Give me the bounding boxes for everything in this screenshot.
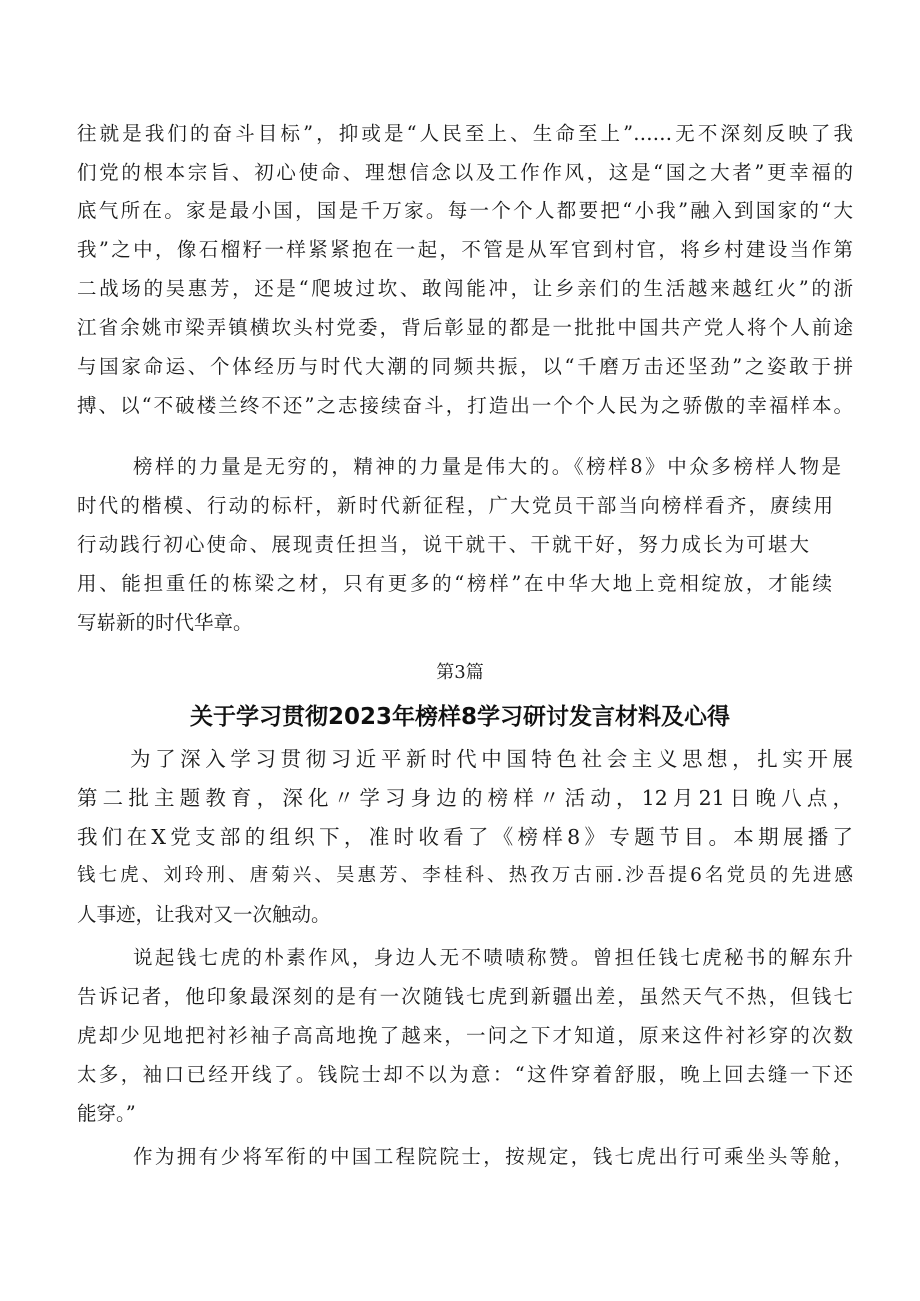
text-line: 虎却少见地把衬衫袖子高高地挽了越来，一问之下才知道，原来这件衬衫穿的次数 <box>77 1024 853 1047</box>
text-line: 说起钱七虎的朴素作风，身边人无不啧啧称赞。曾担任钱七虎秘书的解东升 <box>133 946 853 969</box>
text-line: 时代的楷模、行动的标杆，新时代新征程，广大党员干部当向榜样看齐，赓续用 <box>77 494 833 517</box>
text-line: 往就是我们的奋斗目标”，抑或是“人民至上、生命至上”……无不深刻反映了我 <box>77 122 853 145</box>
text-line: 底气所在。家是最小国，国是千万家。每一个个人都要把“小我”融入到国家的“大 <box>77 199 853 222</box>
text-line: 们党的根本宗旨、初心使命、理想信念以及工作作风，这是“国之大者”更幸福的 <box>77 161 853 184</box>
text-line: 写崭新的时代华章。 <box>77 611 253 634</box>
text-line: 搏、以“不破楼兰终不还”之志接续奋斗，打造出一个个人民为之骄傲的幸福样本。 <box>77 394 853 417</box>
text-line: 作为拥有少将军衔的中国工程院院士，按规定，钱七虎出行可乘坐头等舱， <box>133 1145 853 1168</box>
text-line: 与国家命运、个体经历与时代大潮的同频共振，以“千磨万击还坚劲”之姿敢于拼 <box>77 355 853 378</box>
text-line: 太多，袖口已经开线了。钱院士却不以为意：“这件穿着舒服，晚上回去缝一下还 <box>77 1063 853 1086</box>
text-line: 行动践行初心使命、展现责任担当，说干就干、干就干好，努力成长为可堪大 <box>77 533 809 556</box>
text-line: 榜样的力量是无穷的，精神的力量是伟大的。《榜样8》中众多榜样人物是 <box>133 455 841 478</box>
text-line: 人事迹，让我对又一次触动。 <box>77 903 331 926</box>
page-title: 关于学习贯彻2023年榜样8学习研讨发言材料及心得 <box>189 704 731 730</box>
text-line: 我们在X党支部的组织下，准时收看了《榜样8》专题节目。本期展播了 <box>77 825 853 849</box>
text-line: 第二批主题教育，深化〃学习身边的榜样〃活动，12月21日晚八点， <box>77 786 853 810</box>
text-line: 用、能担重任的栋梁之材，只有更多的“榜样”在中华大地上竞相绽放，才能续 <box>77 572 832 595</box>
text-line: 告诉记者，他印象最深刻的是有一次随钱七虎到新疆出差，虽然天气不热，但钱七 <box>77 985 853 1008</box>
text-line: 江省余姚市梁弄镇横坎头村党委，背后彰显的都是一批批中国共产党人将个人前途 <box>77 316 853 339</box>
text-line: 二战场的吴惠芳，还是“爬坡过坎、敢闯能冲，让乡亲们的生活越来越红火”的浙 <box>77 277 853 300</box>
text-line: 我”之中，像石榴籽一样紧紧抱在一起，不管是从军官到村官，将乡村建设当作第 <box>77 238 853 261</box>
text-line: 为了深入学习贯彻习近平新时代中国特色社会主义思想，扎实开展 <box>130 747 853 771</box>
text-line: 能穿。” <box>77 1102 136 1125</box>
text-line: 钱七虎、刘玲刑、唐菊兴、吴惠芳、李桂科、热孜万古丽.沙吾提6名党员的先进感 <box>77 865 853 886</box>
chapter-label: 第3篇 <box>436 662 484 683</box>
